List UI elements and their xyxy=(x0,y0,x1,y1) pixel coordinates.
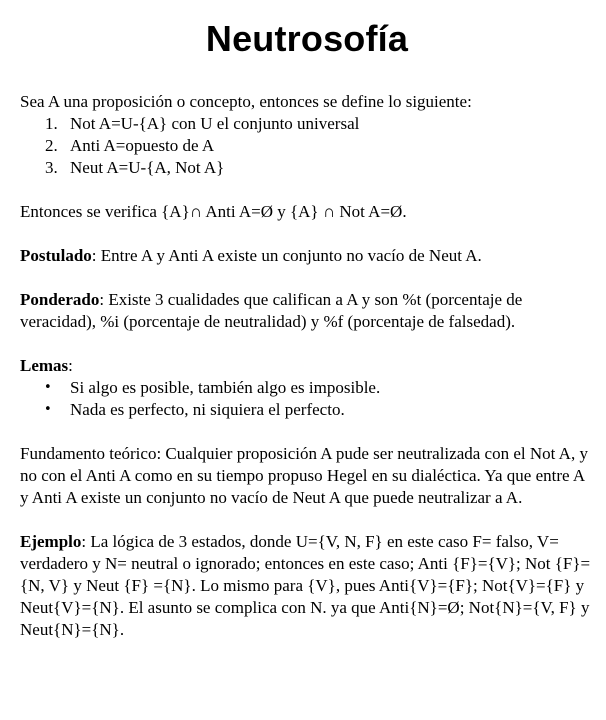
list-number: 3. xyxy=(45,158,58,177)
fundamento-paragraph: Fundamento teórico: Cualquier proposición A pude ser neutralizada con el Not A, y no con el Anti A como en su tiempo propuso Hegel en su dialéctica. Ya que entre A y Anti A existe un conjunto no vacío de Neut A que puede neutralizar a A. xyxy=(20,444,588,507)
ponderado-paragraph xyxy=(20,289,594,333)
list-item-text: Not A=U-{A} con U el conjunto universal xyxy=(70,114,360,133)
list-item xyxy=(20,113,594,135)
page-title: Neutrosofía xyxy=(205,18,409,59)
bullet-icon: • xyxy=(44,380,52,395)
postulado-label: Postulado xyxy=(20,246,92,265)
list-item-text: Anti A=opuesto de A xyxy=(70,136,215,155)
list-number: 1. xyxy=(45,114,58,133)
list-item-text: Nada es perfecto, ni siquiera el perfecto. xyxy=(70,400,345,419)
bullet-icon: • xyxy=(44,402,52,417)
list-item xyxy=(20,399,594,421)
ejemplo-text: : La lógica de 3 estados, donde U={V, N, F} en este caso F= falso, V= verdadero y N= neutral o ignorado; entonces en este caso; Anti {F}={V}; Not {F}={N, V} y Neut {F} ={N}. Lo mismo para {V}, pues Anti{V}={F}; Not{V}={F} y Neut{V}={N}. El asunto se complica con N. ya que Anti{N}=Ø; Not{N}={V, F} y Neut{N}={N}. xyxy=(20,532,591,639)
document-page xyxy=(20,0,594,641)
postulado-text: : Entre A y Anti A existe un conjunto no vacío de Neut A. xyxy=(91,246,482,265)
list-item-text: Neut A=U-{A, Not A} xyxy=(70,158,225,177)
ponderado-label: Ponderado xyxy=(20,290,100,309)
lemas-heading xyxy=(20,355,594,377)
ponderado-text: : Existe 3 cualidades que califican a A y son %t (porcentaje de veracidad), %i (porcentaje de neutralidad) y %f (porcentaje de falsedad). xyxy=(20,290,523,331)
lemas-list xyxy=(20,377,594,421)
list-item xyxy=(20,135,594,157)
list-item-text: Si algo es posible, también algo es imposible. xyxy=(70,378,381,397)
ejemplo-paragraph xyxy=(20,531,594,641)
definitions-list xyxy=(20,113,594,179)
postulado-paragraph xyxy=(20,245,594,267)
intro-paragraph: Sea A una proposición o concepto, entonces se define lo siguiente: xyxy=(20,92,472,111)
lemas-label: Lemas xyxy=(20,356,69,375)
list-number: 2. xyxy=(45,136,58,155)
list-item xyxy=(20,377,594,399)
verification-paragraph: Entonces se verifica {A}∩ Anti A=Ø y {A} ∩ Not A=Ø. xyxy=(20,202,407,221)
lemas-colon: : xyxy=(68,356,73,375)
list-item xyxy=(20,157,594,179)
ejemplo-label: Ejemplo xyxy=(20,532,82,551)
